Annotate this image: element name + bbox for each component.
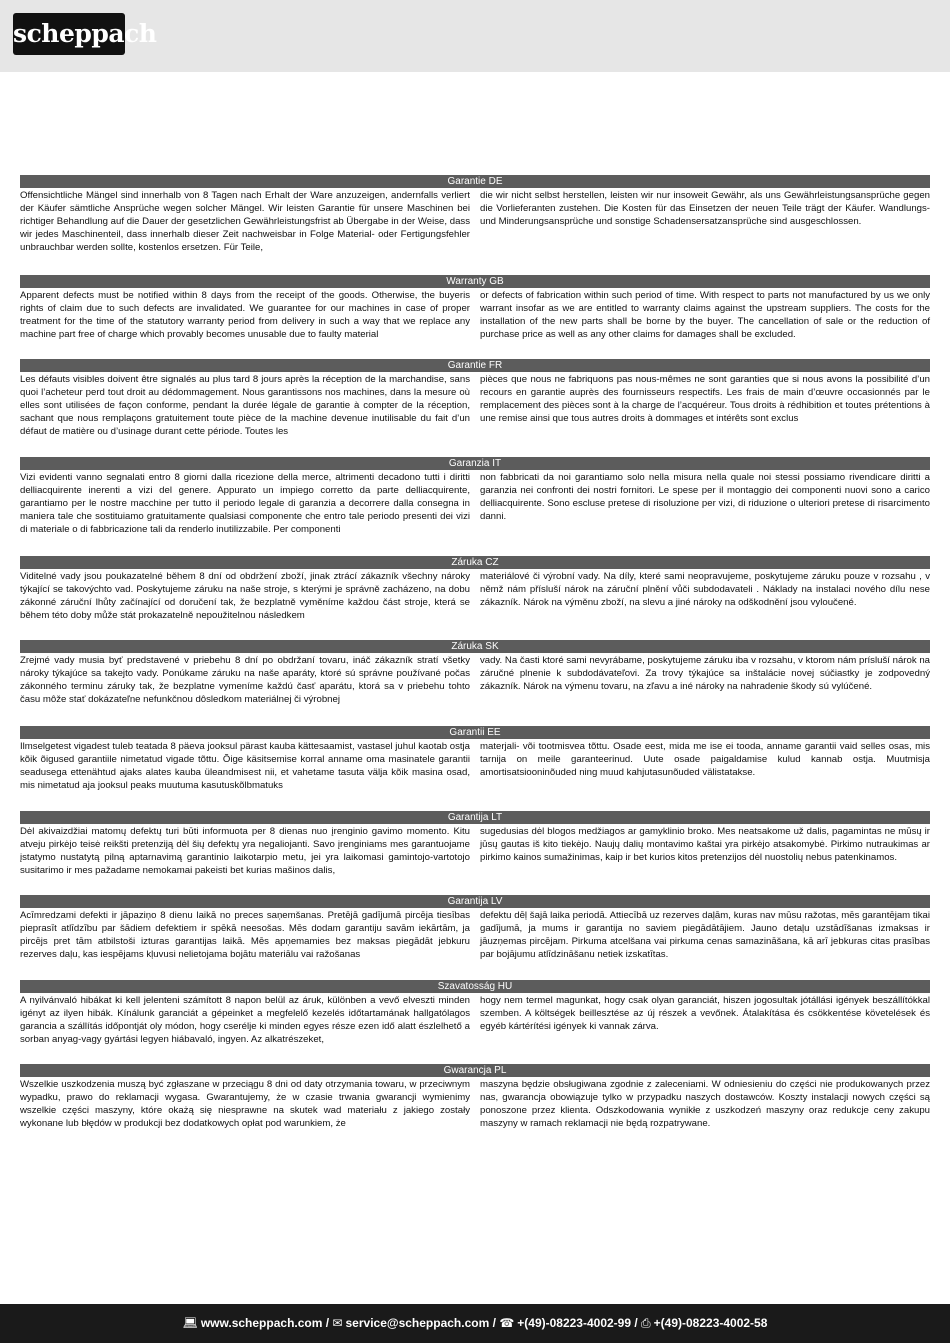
section-text-right: pièces que nous ne fabriquons pas nous-mêmes ne sont garanties que si nous avons la possibilité d’un recours en garantie auprès des fournisseurs respectifs. Les frais de main d’œuvre occasionnés par le remplacement des pièces sont à la charge de l’acquéreur. Tous droits à rédhibition et toutes prétentions à une remise ainsi que tous autres droits à dommages et intérêts sont exclus — [480, 374, 930, 425]
section-title: Szavatosság HU — [20, 980, 930, 993]
fax-number: +(49)-08223-4002-58 — [653, 1316, 768, 1330]
section-title: Garantija LV — [20, 895, 930, 908]
section-title: Gwarancja PL — [20, 1064, 930, 1077]
website-link[interactable]: www.scheppach.com — [200, 1316, 323, 1330]
section-zaruka-cz — [20, 556, 930, 622]
computer-icon: 💻︎ — [182, 1316, 198, 1330]
phone-number[interactable]: +(49)-08223-4002-99 — [517, 1316, 632, 1330]
section-text-right: die wir nicht selbst herstellen, leisten wir nur insoweit Gewähr, als uns Gewährleistungsansprüche gegen die Vorlieferanten zustehen. Die Kosten für das Einsetzen der neuen Teile trägt der Käufer. Wandlungs- und Minderungsansprüche und sonstige Schadensersatzansprüche sind ausgeschlossen. — [480, 190, 930, 228]
section-szavatossag-hu — [20, 980, 930, 1046]
section-text-right: non fabbricati da noi garantiamo solo nella misura nella quale noi stessi possiamo rivendicare diritti a garanzia nei confronti dei nostri fornitori. Le spese per il montaggio dei componenti nuovi sono a carico delliacquirente. Sono escluse pretese di risoluzione per vizi, di riduzione o ulteriori pretese di risarcimento danni. — [480, 472, 930, 523]
fax-icon: ⎙ — [641, 1316, 651, 1330]
section-text-right: materiálové či výrobní vady. Na díly, které sami neopravujeme, poskytujeme záruku pouze v rozsahu , v němž nám přísluší nárok na záruční plnění vůči subdodavateli . Náklady na instalaci nového dílu nese zákazník. Nárok na výměnu zboží, na slevu a jiné nároky na odškodnění jsou vyloučené. — [480, 571, 930, 609]
separator: / — [325, 1316, 330, 1330]
section-title: Záruka CZ — [20, 556, 930, 569]
section-text-left: Les défauts visibles doivent être signalés au plus tard 8 jours après la réception de la marchandise, sans quoi l’acheteur perd tout droit au dédommagement. Nous garantissons nos machines, dans la mesure où elles sont utilisées de façon conforme, pendant la durée légale de garantie à compter de la réception, sachant que nous remplaçons gratuitement toute pièce de la machine devenue inutilisable du fait d’un défaut de matière ou d’usinage durant cette période. Toutes les — [20, 374, 470, 438]
section-text-left: Acīmredzami defekti ir jāpaziņo 8 dienu laikā no preces saņemšanas. Pretējā gadījumā pircēja tiesības pieprasīt atlīdzību par šādiem defektiem ir spēkā neesošas. Mēs dodam garantiju savām iekārtām, ja pircējs pret tām atbilstoši izturas garantijas laikā. Mēs apņemamies bez maksas piegādāt jebkuru rezerves daļu, kas iespējams kļuvusi nelietojama bojātu materiālu vai ražošanas — [20, 910, 470, 961]
section-text-right: defektu dēļ šajā laika periodā. Attiecībā uz rezerves daļām, kuras nav mūsu ražotas, mēs garantējam tikai gadījumā, ja mums ir garantija no saviem piegādātājiem. Jauno detaļu uzstādīšanas izmaksas ir jāuzņemas pircējam. Pirkuma atcelšana vai pirkuma cenas samazināšana, kā arī jebkuras citas prasības par bojājumu atlīdzināšanu netiek izskatītas. — [480, 910, 930, 961]
section-text-left: Apparent defects must be notified within 8 days from the receipt of the goods. Otherwise, the buyeris rights of claim due to such defects are invalidated. We guarantee for our machines in case of proper treatment for the time of the statutory warranty period from delivery in such a way that we replace any machine part free of charge which provably becomes unusable due to faulty material — [20, 290, 470, 341]
header-bar — [0, 0, 950, 72]
section-text-right: sugedusias dėl blogos medžiagos ar gamyklinio broko. Mes neatsakome už dalis, pagamintas ne mūsų ir jūsų gautas iš kito tiekėjo. Naujų dalių montavimo kaštai yra pirkėjo atsakomybė. Pirkimo nutraukimas ar pirkimo kainos sumažinimas, kaip ir bet kurios kitos pretenzijos dėl nuostolių nebus patenkinamos. — [480, 826, 930, 864]
section-title: Garantie FR — [20, 359, 930, 372]
section-title: Záruka SK — [20, 640, 930, 653]
separator: / — [492, 1316, 496, 1330]
section-title: Garanzia IT — [20, 457, 930, 470]
section-title: Garantii EE — [20, 726, 930, 739]
section-text-left: Viditelné vady jsou poukazatelné během 8 dní od obdržení zboží, jinak ztrácí zákazník všechny nároky týkající se takovýchto vad. Poskytujeme záruku na naše stroje, s kterými je správně zacházeno, na dobu zákonné záruční lhůty začínající od doručení tak, že bezplatně vyměníme každou část stroje, která se během této doby může stát prokazatelně nepoužitelnou následkem — [20, 571, 470, 622]
section-text-left: Dėl akivaizdžiai matomų defektų turi būti informuota per 8 dienas nuo įrenginio gavimo momento. Kitu atveju pirkėjo teisė reikšti pretenziją dėl šių defektų yra negaliojanti. Savo įrenginiams mes garantuojame įstatymo nustatytą pilną aptarnavimą garantinio laikotarpio metu, jei yra laikomasi gamintojo-vartotojo susitarimo ir mes pažadame nemokamai pakeisti bet kurias mašinos dalis, — [20, 826, 470, 877]
section-garantija-lv — [20, 895, 930, 961]
scheppach-logo: scheppach — [13, 13, 125, 55]
section-title: Garantie DE — [20, 175, 930, 188]
section-gwarancja-pl — [20, 1064, 930, 1130]
section-text-left: Offensichtliche Mängel sind innerhalb von 8 Tagen nach Erhalt der Ware anzuzeigen, andernfalls verliert der Käufer sämtliche Ansprüche wegen solcher Mängel. Wir leisten Garantie für unsere Maschinen bei richtiger Behandlung auf die Dauer der gesetzlichen Gewährleistungsfrist ab Übergabe in der Weise, dass wir jedes Maschinenteil, dass innerhalb dieser Zeit nachweisbar in Folge Material- oder Fertigungsfehler unbrauchbar werden sollte, kostenlos ersetzen. Für Teile, — [20, 190, 470, 254]
phone-icon: ☎︎ — [499, 1316, 515, 1330]
footer-contact-bar — [0, 1304, 950, 1343]
section-warranty-gb — [20, 275, 930, 341]
section-garantie-de — [20, 175, 930, 254]
section-text-left: Ilmselgetest vigadest tuleb teatada 8 päeva jooksul pärast kauba kättesaamist, vastasel juhul kaotab ostja kõik õigused garantiile nimetatud vigade tõttu. Õige käsitsemise korral anname oma masinatele garantii seadusega ettenähtud ajaks alates kauba üleandmisest nii, et vahetame tasuta välja kõik masina osad, mis nimetatud aja jooksul peaks muutuma kasutuskõlbmatuks — [20, 741, 470, 792]
separator: / — [634, 1316, 638, 1330]
section-text-left: Zrejmé vady musia byť predstavené v priebehu 8 dní po obdržaní tovaru, ináč zákazník stratí všetky nároky týkajúce sa takejto vady. Ponúkame záruku na naše aparáty, ktoré sú správne používané počas zákonného terminu záruky tak, že bezplatne vymeníme každú časť aparátu, ktorá sa v priebehu tohto času môže stať dokázateľne nefunkčnou dôsledkom materiálnej či výrobnej — [20, 655, 470, 706]
email-link[interactable]: service@scheppach.com — [345, 1316, 490, 1330]
section-text-left: Wszelkie uszkodzenia muszą być zgłaszane w przeciągu 8 dni od daty otrzymania towaru, w przeciwnym wypadku, prawo do reklamacji wygasa. Gwarantujemy, że w czasie trwania gwarancji wymienimy wszelkie części maszyny, które okażą się niesprawne na skutek wad materiału z jakiego zostały wykonane lub błędów w produkcji bez dodatkowych opłat pod warunkiem, że — [20, 1079, 470, 1130]
section-text-left: A nyilvánvaló hibákat ki kell jelenteni számított 8 napon belül az áruk, különben a vevő elveszti minden igényt az ilyen hibák. Kínálunk garanciát a gépeinket a megfelelő kezelés időtartamának hallgatólagos garancia a szállítás időpontját oly módon, hogy cserélje ki minden egyes része ezen idő alatt észlelhető a sorban anyag-vagy gyártási legyen hiábavaló, ingyen. Az alkatrészeket, — [20, 995, 470, 1046]
section-zaruka-sk — [20, 640, 930, 706]
section-text-right: hogy nem termel magunkat, hogy csak olyan garanciát, hiszen jogosultak jótállási igények beszállítókkal szemben. A költségek beillesztése az új részek a vevőnek. Átalakítása és csökkentése követelések és egyéb kártérítési igények ki vannak zárva. — [480, 995, 930, 1033]
section-title: Warranty GB — [20, 275, 930, 288]
section-text-right: or defects of fabrication within such period of time. With respect to parts not manufactured by us we only warrant insofar as we are entitled to warranty claims against the upstream suppliers. The costs for the installation of the new parts shall be borne by the buyer. The cancellation of sale or the reduction of purchase price as well as any other claims for damages shall be excluded. — [480, 290, 930, 341]
section-text-right: vady. Na časti ktoré sami nevyrábame, poskytujeme záruku iba v rozsahu, v ktorom nám prísluší nárok na záručné plnenie k subdodávateľovi. Za trovy týkajúce sa inštalácie novej súčiastky je zodpovedný zákazník. Nárok na výmenu tovaru, na zľavu a iné nároky na nahradenie škody sú vylúčené. — [480, 655, 930, 693]
section-title: Garantija LT — [20, 811, 930, 824]
section-garantii-ee — [20, 726, 930, 792]
section-text-left: Vizi evidenti vanno segnalati entro 8 giorni dalla ricezione della merce, altrimenti decadono tutti i diritti delliacquirente inerenti a vizi del genere. Appurato un impiego corretto da parte delliacquirente, garantiamo per le nostre macchine per tutto il periodo legale di garanzia a decorrere dalla consegna in maniera tale che sostituiamo gratuitamente qualsiasi componente che entro tale periodo presenti dei vizi di materiale o di fabbricazione tali da renderlo inutilizzabile. Per componenti — [20, 472, 470, 536]
section-garantija-lt — [20, 811, 930, 877]
section-text-right: maszyna będzie obsługiwana zgodnie z zaleceniami. W odniesieniu do części nie produkowanych przez nas, gwarancja obowiązuje tylko w przypadku naszych dostawców. Koszty instalacji nowych części są ponoszone przez klienta. Odszkodowania wynikłe z uszkodzeń maszyny oraz redukcje ceny zakupu maszyny w ramach reklamacji nie będą rozpatrywane. — [480, 1079, 930, 1130]
section-text-right: materjali- või tootmisvea tõttu. Osade eest, mida me ise ei tooda, anname garantii vaid selles osas, mis tarnija on meile garanteerinud. Uute osade paigaldamise kulud kannab ostja. Muutmisja amortisatsiooninõuded ning muud kahjutasunõuded välistatakse. — [480, 741, 930, 779]
section-garanzia-it — [20, 457, 930, 536]
section-garantie-fr — [20, 359, 930, 438]
mail-icon: ✉︎ — [332, 1316, 343, 1330]
